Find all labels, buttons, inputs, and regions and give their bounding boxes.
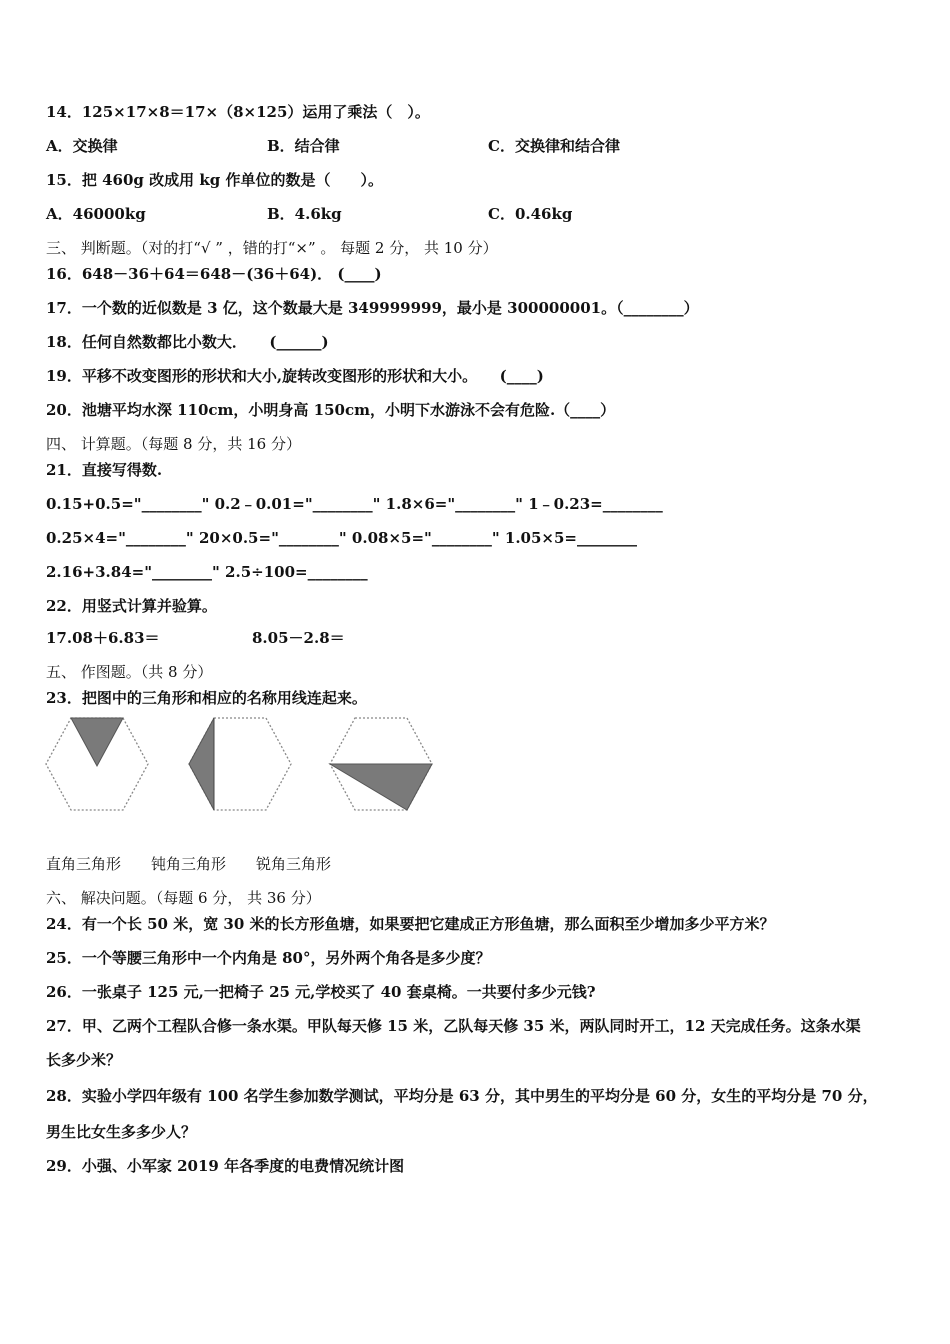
q21-row-1: 0.15+0.5="________" 0.2﹣0.01="________" 1.8×6="________" 1﹣0.23=________: [46, 495, 663, 513]
q24: 24．有一个长 50 米，宽 30 米的长方形鱼塘，如果要把它建成正方形鱼塘，那么面积至少增加多少平方米？: [46, 915, 775, 933]
q28-line-2: 男生比女生多多少人？: [46, 1123, 197, 1141]
q28-line-1: 28．实验小学四年级有 100 名学生参加数学测试，平均分是 63 分，其中男生的平均分是 60 分，女生的平均分是 70 分，: [46, 1087, 878, 1105]
q14-option-c: C．交换律和结合律: [488, 137, 620, 155]
q20: 20．池塘平均水深 110cm，小明身高 150cm，小明下水游泳不会有危险.（____）: [46, 401, 616, 419]
q15-option-b: B．4.6kg: [267, 205, 342, 223]
q22-item-1: 17.08＋6.83＝: [46, 629, 160, 647]
hexagon-figures: [44, 716, 444, 812]
q15-option-c: C．0.46kg: [488, 205, 573, 223]
q21-stem: 21．直接写得数.: [46, 461, 163, 479]
q23-stem: 23．把图中的三角形和相应的名称用线连起来。: [46, 689, 367, 707]
shaded-triangle-3: [330, 764, 432, 810]
q14-option-a: A．交换律: [46, 137, 118, 155]
section-5-heading: 五、 作图题。（共 8 分）: [46, 663, 213, 681]
q21-row-3: 2.16+3.84="________" 2.5÷100=________: [46, 563, 368, 581]
q17: 17．一个数的近似数是 3 亿，这个数最大是 349999999，最小是 300000001。（________）: [46, 299, 699, 317]
section-3-heading: 三、 判断题。（对的打“√ ” ，错的打“×” 。 每题 2 分， 共 10 分）: [46, 239, 498, 257]
triangle-names: [46, 854, 361, 874]
section-4-heading: 四、 计算题。（每题 8 分，共 16 分）: [46, 435, 301, 453]
triangle-name-right: 直角三角形: [46, 855, 122, 873]
hexagon-figure-3: [330, 718, 432, 810]
q19: 19．平移不改变图形的形状和大小,旋转改变图形的形状和大小。 (____): [46, 367, 544, 385]
shaded-triangle-1: [71, 718, 123, 766]
q29: 29．小强、小军家 2019 年各季度的电费情况统计图: [46, 1157, 405, 1175]
q14-stem: 14．125×17×8＝17×（8×125）运用了乘法（ ）。: [46, 103, 430, 121]
q15-option-a: A．46000kg: [46, 205, 146, 223]
section-6-heading: 六、 解决问题。（每题 6 分， 共 36 分）: [46, 889, 321, 907]
q14-option-b: B．结合律: [267, 137, 340, 155]
q27-line-1: 27．甲、乙两个工程队合修一条水渠。甲队每天修 15 米，乙队每天修 35 米，两队同时开工，12 天完成任务。这条水渠: [46, 1017, 861, 1035]
hexagon-figure-2: [189, 718, 291, 810]
hexagon-figure-1: [46, 718, 148, 810]
q27-line-2: 长多少米？: [46, 1051, 122, 1069]
shaded-triangle-2: [189, 718, 214, 810]
q22-item-2: 8.05－2.8＝: [252, 629, 345, 647]
q26: 26．一张桌子 125 元,一把椅子 25 元,学校买了 40 套桌椅。一共要付多少元钱?: [46, 983, 596, 1001]
triangle-name-acute: 锐角三角形: [256, 855, 332, 873]
q15-stem: 15．把 460g 改成用 kg 作单位的数是（ ）。: [46, 171, 383, 189]
q18: 18．任何自然数都比小数大． (______): [46, 333, 329, 351]
q16: 16．648－36＋64＝648－(36＋64)． (____): [46, 265, 382, 283]
q21-row-2: 0.25×4="________" 20×0.5="________" 0.08×5="________" 1.05×5=________: [46, 529, 637, 547]
triangle-name-obtuse: 钝角三角形: [151, 855, 227, 873]
q22-stem: 22．用竖式计算并验算。: [46, 597, 217, 615]
q25: 25．一个等腰三角形中一个内角是 80°，另外两个角各是多少度？: [46, 949, 491, 967]
